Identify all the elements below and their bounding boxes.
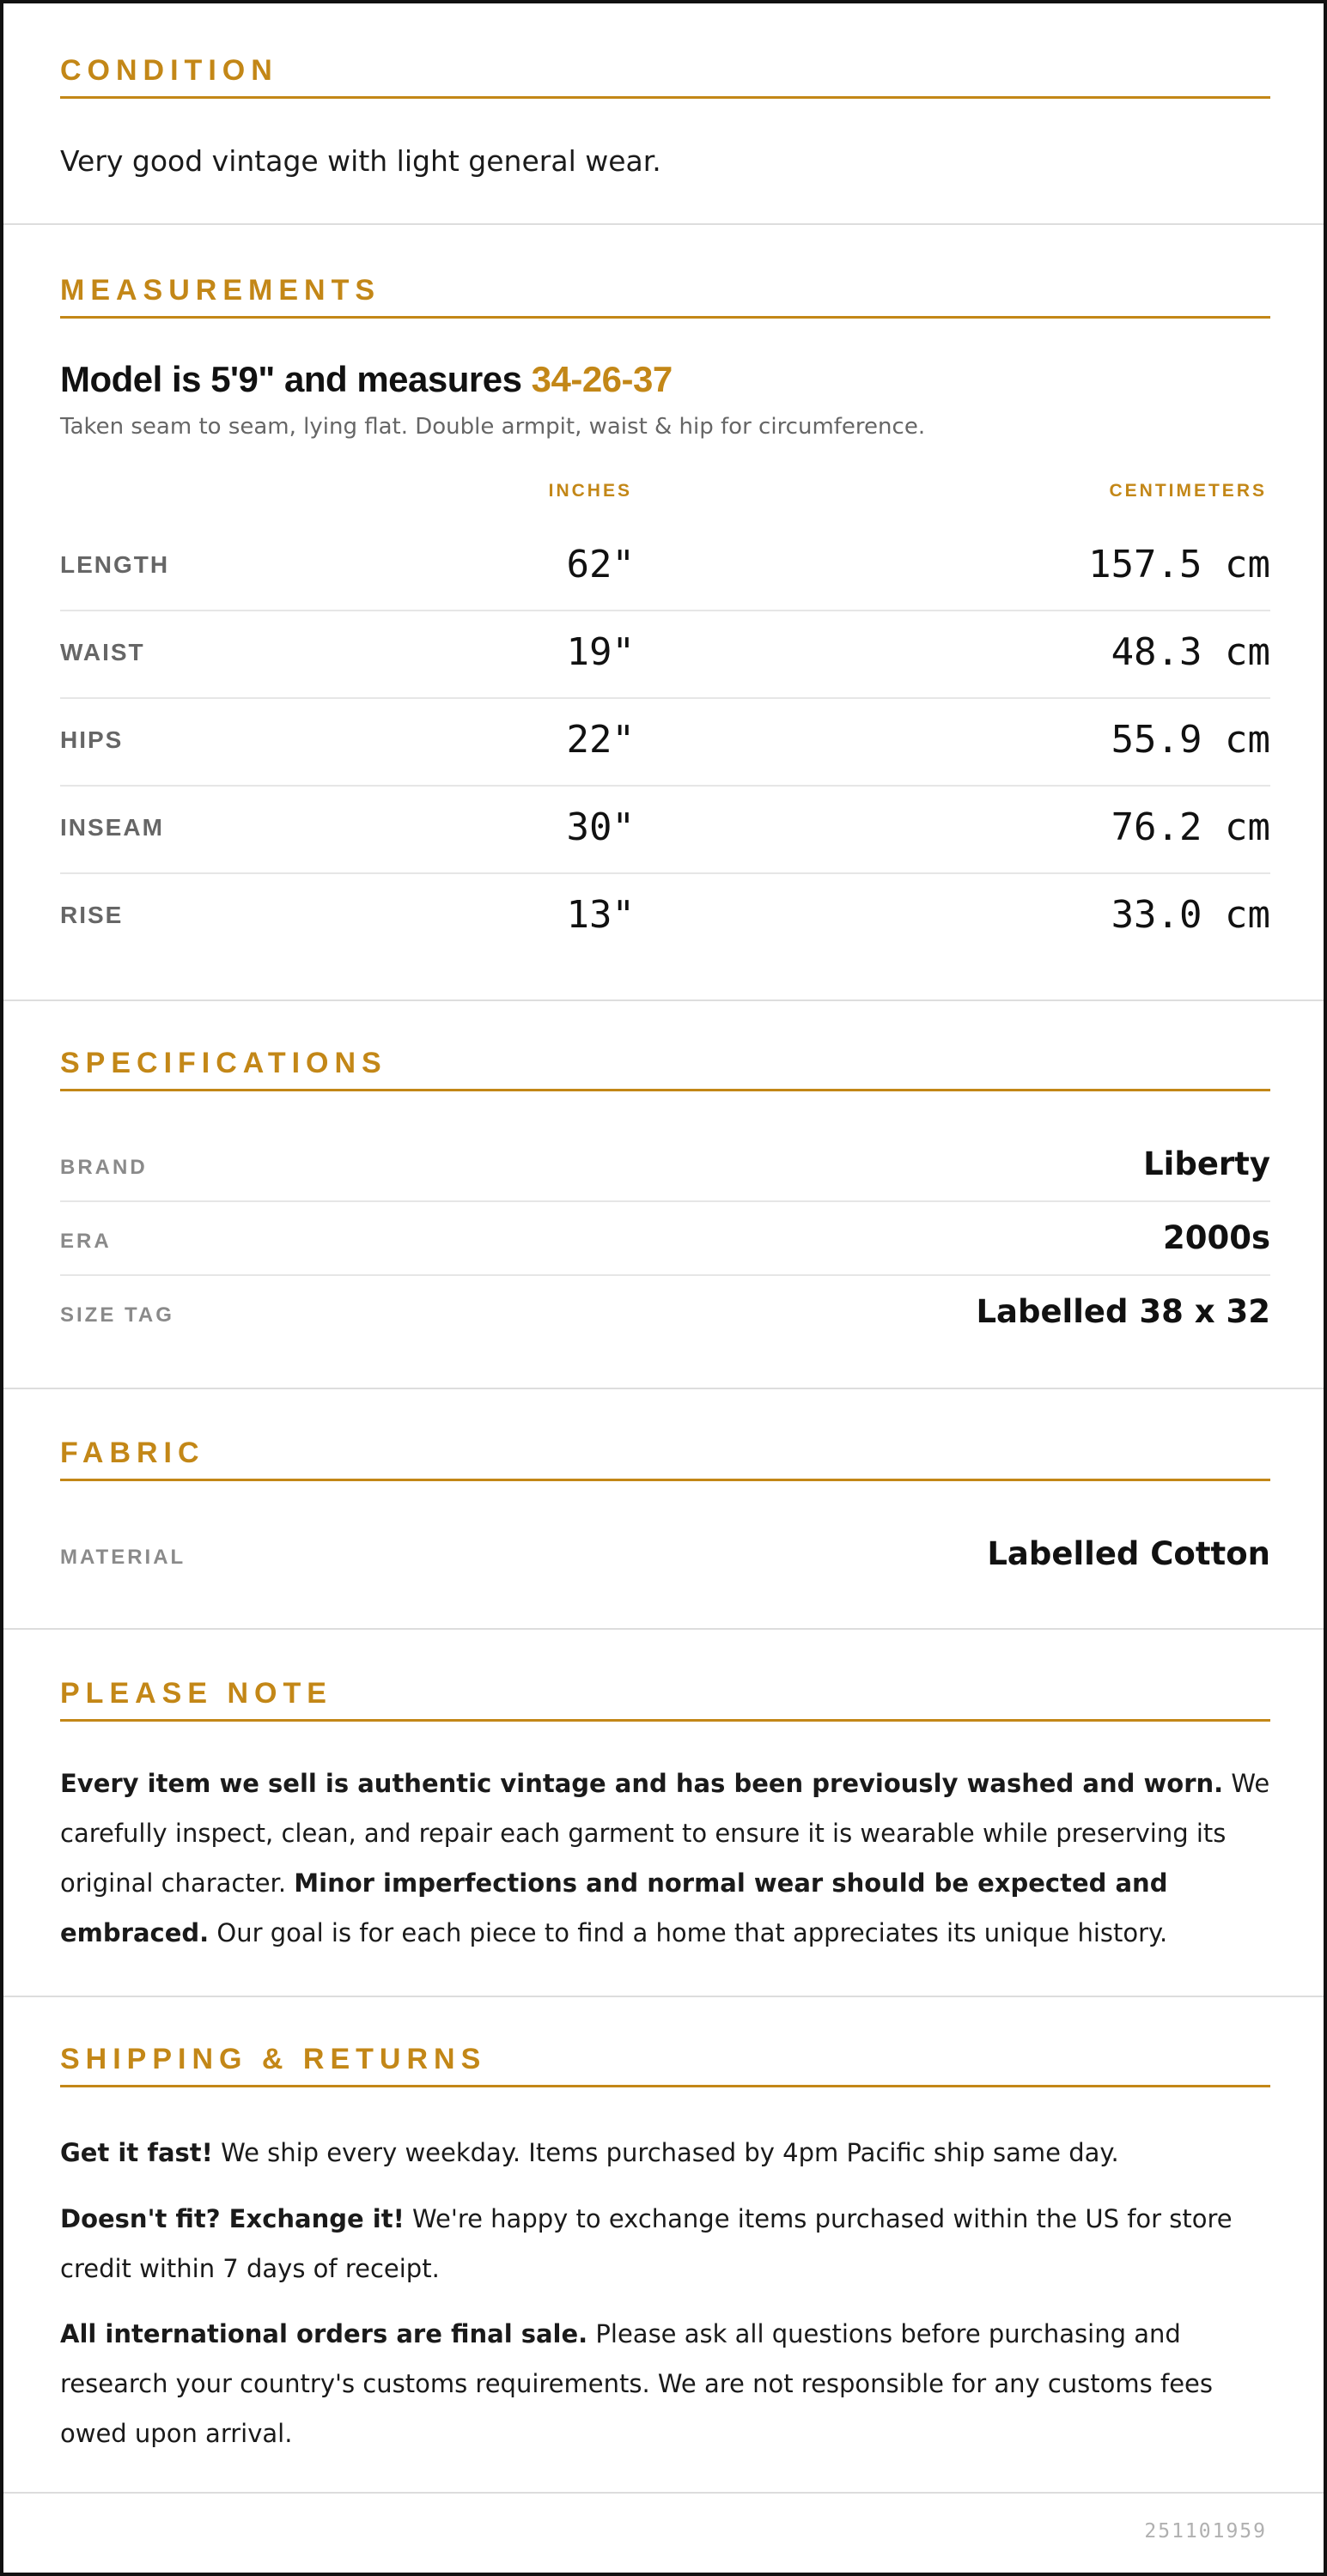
measurement-cm: 76.2 cm [1111,805,1270,849]
condition-section [3,3,1324,225]
measurement-cm: 157.5 cm [1088,543,1270,586]
measurement-row-inseam [60,787,1270,874]
measurement-inches: 30" [566,805,635,849]
measurement-row-waist [60,611,1270,699]
please-note-bold-1: Every item we sell is authentic vintage and has been previously washed and worn. [60,1769,1224,1798]
shipping-item-bold: Get it fast! [60,2138,213,2167]
measurement-inches: 19" [566,630,635,674]
measurement-label: HIPS [60,726,124,753]
spec-row-era [60,1202,1270,1276]
measurement-label: INSEAM [60,814,164,841]
model-measures: 34-26-37 [531,359,673,399]
shipping-item-international [60,2309,1280,2458]
shipping-heading: SHIPPING & RETURNS [60,2042,1270,2087]
measurement-cm: 48.3 cm [1111,630,1270,674]
measurement-inches: 62" [566,543,635,586]
condition-heading: CONDITION [60,53,1270,99]
spec-label: ERA [60,1230,112,1253]
fabric-value: Labelled Cotton [987,1535,1270,1572]
shipping-section [3,1997,1324,2494]
spec-row-brand [60,1128,1270,1202]
please-note-text-1: We carefully inspect, clean, and repair each garment to ensure it is wearable while preserving its original character. [60,1769,1270,1898]
measurements-section [3,225,1324,1001]
spec-label: BRAND [60,1156,148,1179]
shipping-item-fast [60,2128,1280,2178]
measurement-note: Taken seam to seam, lying flat. Double armpit, waist & hip for circumference. [60,414,926,440]
condition-text: Very good vintage with light general wear. [60,144,661,178]
please-note-paragraph [60,1759,1280,1958]
model-line [60,359,673,400]
fabric-label: MATERIAL [60,1546,186,1569]
measurement-row-hips [60,699,1270,787]
specifications-heading: SPECIFICATIONS [60,1046,1270,1091]
shipping-item-bold: Doesn't fit? Exchange it! [60,2204,405,2233]
please-note-bold-2: Minor imperfections and normal wear should be expected and embraced. [60,1868,1168,1947]
shipping-item-text: We ship every weekday. Items purchased by 4pm Pacific ship same day. [212,2138,1119,2167]
measurement-label: LENGTH [60,551,170,578]
fabric-heading: FABRIC [60,1436,1270,1481]
spec-label: SIZE TAG [60,1303,174,1327]
fabric-section [3,1389,1324,1630]
sku-number: 251101959 [1144,2520,1267,2543]
shipping-item-bold: All international orders are final sale. [60,2319,588,2348]
please-note-section [3,1630,1324,1997]
fabric-row-material [60,1518,1270,1592]
measurement-cm: 55.9 cm [1111,718,1270,762]
measurement-label: RISE [60,902,124,928]
spec-value: Liberty [1143,1145,1270,1182]
specifications-section [3,1001,1324,1389]
spec-value: 2000s [1162,1219,1270,1256]
measurement-cm: 33.0 cm [1111,893,1270,937]
shipping-item-exchange [60,2194,1280,2293]
measurements-heading: MEASUREMENTS [60,273,1270,319]
shipping-item-text: We're happy to exchange items purchased within the US for store credit within 7 days of receipt. [60,2204,1233,2283]
model-prefix: Model is 5'9" and measures [60,359,532,399]
please-note-heading: PLEASE NOTE [60,1676,1270,1722]
spec-row-size-tag [60,1276,1270,1350]
column-header-centimeters: CENTIMETERS [1109,481,1267,501]
shipping-item-text: Please ask all questions before purchasing and research your country's customs requirements. We are not responsible for any customs fees owed upon arrival. [60,2319,1213,2448]
measurement-row-rise [60,874,1270,962]
measurement-label: WAIST [60,639,145,665]
measurement-row-length [60,524,1270,611]
please-note-text-2: Our goal is for each piece to find a home that appreciates its unique history. [209,1918,1168,1947]
measurement-inches: 13" [566,893,635,937]
spec-value: Labelled 38 x 32 [976,1293,1270,1330]
column-header-inches: INCHES [548,481,632,501]
measurement-inches: 22" [566,718,635,762]
